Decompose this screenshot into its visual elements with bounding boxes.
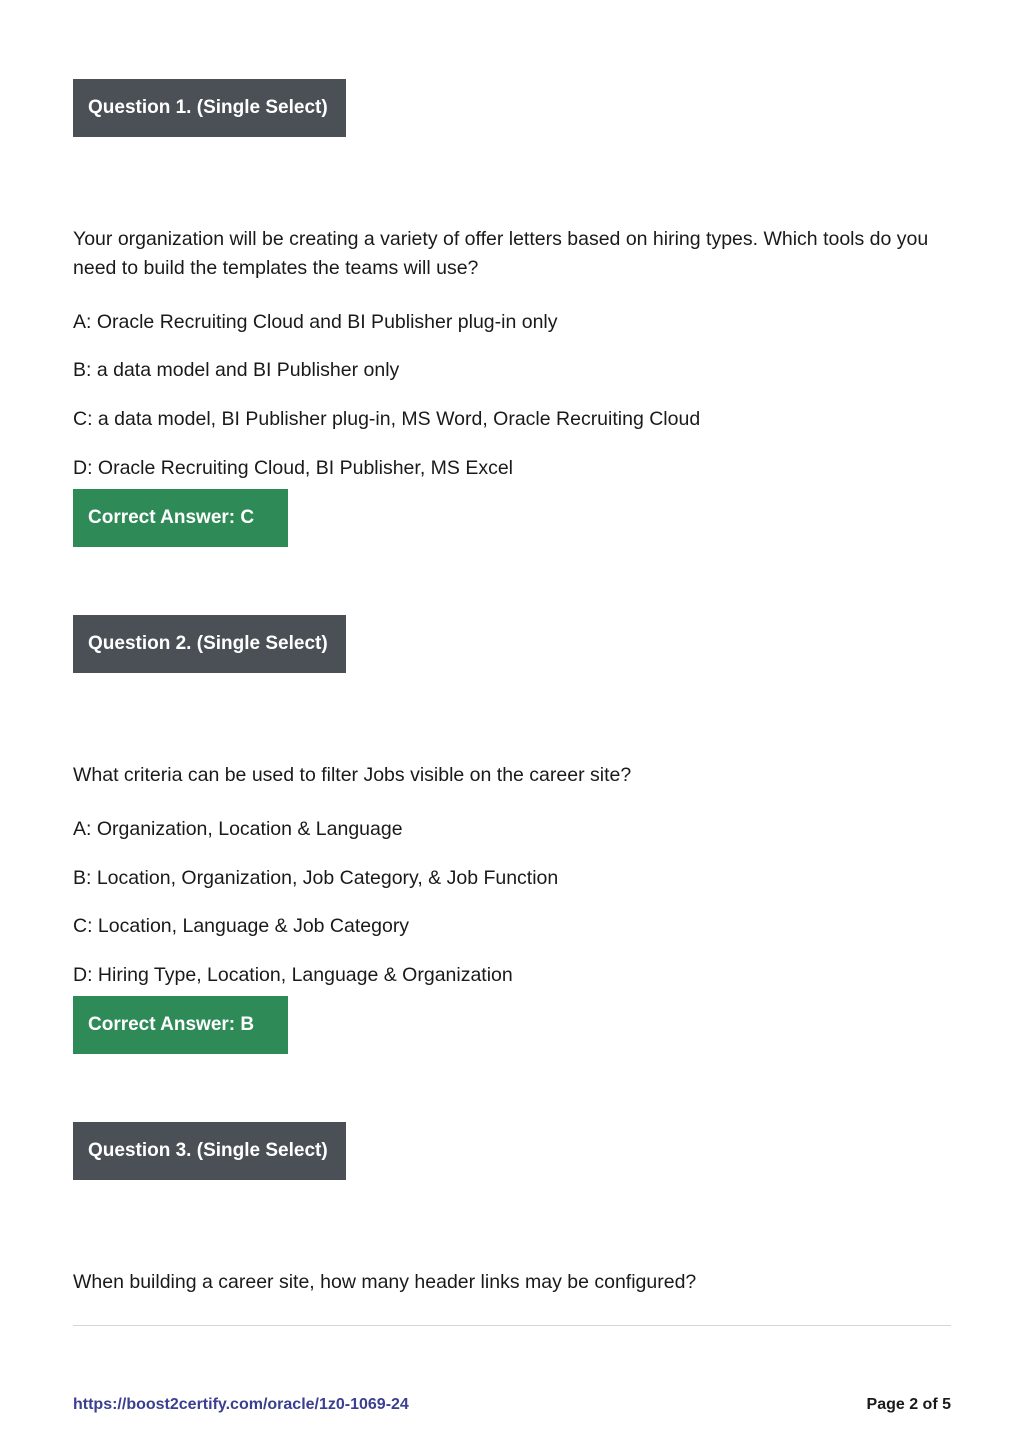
question-1-text: Your organization will be creating a variety of offer letters based on hiring types. Which tools do you need to build the templates the teams will use? — [73, 228, 929, 279]
question-1-option-a: A: Oracle Recruiting Cloud and BI Publisher plug-in only — [73, 311, 558, 333]
footer-url-link[interactable]: https://boost2certify.com/oracle/1z0-1069-24 — [73, 1396, 409, 1413]
question-2-text: What criteria can be used to filter Jobs visible on the career site? — [73, 764, 632, 786]
question-2-option-a: A: Organization, Location & Language — [73, 818, 403, 840]
question-1-option-d: D: Oracle Recruiting Cloud, BI Publisher, MS Excel — [73, 457, 514, 479]
question-1-option-b: B: a data model and BI Publisher only — [73, 359, 400, 381]
question-3-header: Question 3. (Single Select) — [73, 1122, 346, 1180]
page-number: Page 2 of 5 — [866, 1396, 951, 1413]
question-2-header: Question 2. (Single Select) — [73, 615, 346, 673]
question-1-correct-answer: Correct Answer: C — [73, 489, 288, 547]
question-2-option-b: B: Location, Organization, Job Category, & Job Function — [73, 867, 559, 889]
question-2-option-d: D: Hiring Type, Location, Language & Organization — [73, 964, 513, 986]
question-1-header: Question 1. (Single Select) — [73, 79, 346, 137]
question-3-text: When building a career site, how many header links may be configured? — [73, 1271, 697, 1293]
footer-divider — [73, 1325, 951, 1326]
question-2-correct-answer: Correct Answer: B — [73, 996, 288, 1054]
question-1-option-c: C: a data model, BI Publisher plug-in, MS Word, Oracle Recruiting Cloud — [73, 408, 701, 430]
question-2-option-c: C: Location, Language & Job Category — [73, 915, 410, 937]
